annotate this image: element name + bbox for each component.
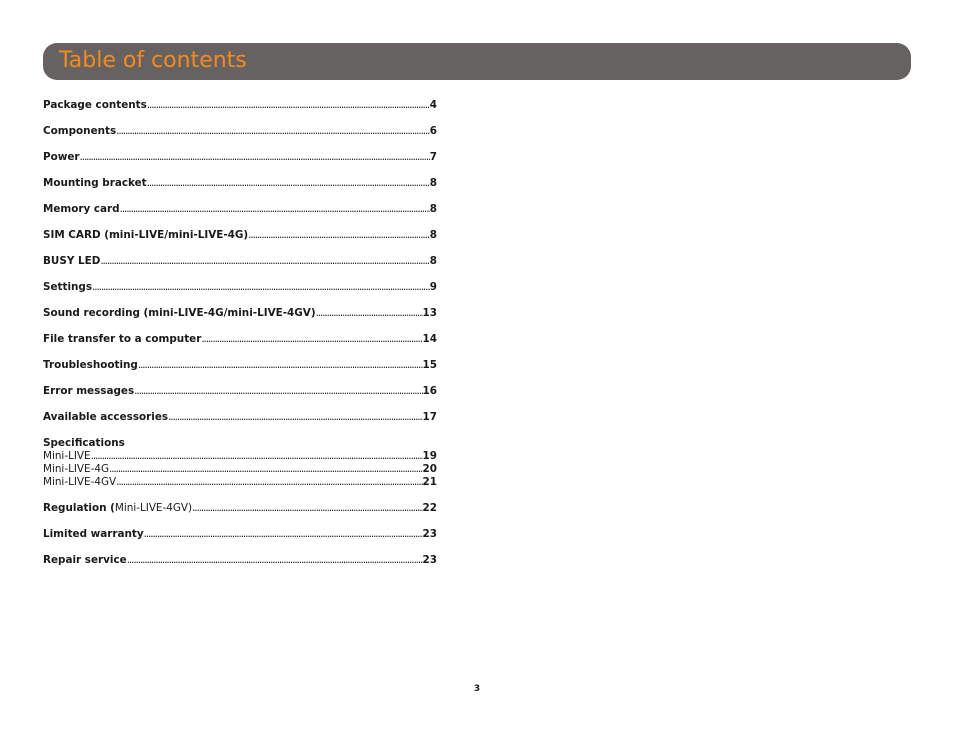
toc-entry-label: Mini-LIVE-4GV (43, 476, 117, 488)
toc-leader-dots (80, 150, 430, 164)
toc-leader-dots (201, 332, 422, 346)
toc-leader-dots (168, 410, 422, 424)
toc-heading-specifications: Specifications (43, 437, 125, 449)
page-number: 3 (473, 684, 481, 694)
toc-entry-spec-mini-live[interactable] (43, 449, 437, 463)
toc-entry-label: Mini-LIVE-4G (43, 463, 110, 475)
toc-entry-page: 8 (429, 177, 437, 189)
toc-entry-label: SIM CARD (mini-LIVE/mini-LIVE-4G) (43, 229, 249, 241)
toc-entry-mounting-bracket[interactable] (43, 176, 437, 190)
toc-entry-label: Sound recording (mini-LIVE-4G/mini-LIVE-4GV) (43, 307, 316, 319)
toc-leader-dots (138, 358, 423, 372)
toc-entry-label: Settings (43, 281, 93, 293)
toc-entry-limited-warranty[interactable] (43, 527, 437, 541)
toc-entry-regulation[interactable] (43, 501, 437, 515)
toc-entry-error-messages[interactable] (43, 384, 437, 398)
toc-entry-spec-mini-live-4g[interactable] (43, 462, 437, 476)
toc-entry-page: 20 (422, 463, 437, 475)
toc-leader-dots (120, 202, 430, 216)
toc-entry-page: 23 (422, 554, 437, 566)
toc-leader-dots (147, 176, 430, 190)
toc-entry-label: Mini-LIVE (43, 450, 91, 462)
toc-entry-label: Error messages (43, 385, 135, 397)
toc-entry-page: 13 (422, 307, 437, 319)
toc-entry-sound-recording[interactable] (43, 306, 437, 320)
toc-entry-page: 7 (429, 151, 437, 163)
page-title: Table of contents (59, 48, 247, 73)
toc-entry-settings[interactable] (43, 280, 437, 294)
toc-entry-page: 14 (422, 333, 437, 345)
toc-entry-page: 6 (429, 125, 437, 137)
toc-leader-dots (116, 124, 430, 138)
toc-leader-dots (248, 228, 430, 242)
toc-entry-page: 4 (429, 99, 437, 111)
toc-entry-label: Troubleshooting (43, 359, 138, 371)
toc-entry-page: 9 (429, 281, 437, 293)
toc-entry-label: Mounting bracket (43, 177, 147, 189)
toc-entry-sim-card[interactable] (43, 228, 437, 242)
toc-leader-dots (134, 384, 422, 398)
toc-entry-page: 15 (422, 359, 437, 371)
toc-entry-label: Limited warranty (43, 528, 144, 540)
toc-entry-label: Components (43, 125, 117, 137)
toc-entry-label: Available accessories (43, 411, 169, 423)
toc-leader-dots (192, 501, 422, 515)
toc-entry-components[interactable] (43, 124, 437, 138)
toc-entry-label: Memory card (43, 203, 120, 215)
toc-entry-repair-service[interactable] (43, 553, 437, 567)
toc-entry-spec-mini-live-4gv[interactable] (43, 475, 437, 489)
toc-entry-label: BUSY LED (43, 255, 101, 267)
toc-entry-page: 8 (429, 229, 437, 241)
toc-leader-dots (116, 475, 422, 489)
toc-entry-label-normal: Mini-LIVE-4GV) (114, 502, 193, 514)
title-bar (43, 43, 911, 80)
toc-leader-dots (144, 527, 423, 541)
toc-entry-page: 8 (429, 203, 437, 215)
toc-entry-page: 21 (422, 476, 437, 488)
toc-leader-dots (109, 462, 423, 476)
toc-entry-busy-led[interactable] (43, 254, 437, 268)
toc-entry-label: Package contents (43, 99, 147, 111)
toc-entry-page: 8 (429, 255, 437, 267)
toc-leader-dots (91, 449, 423, 463)
toc-entry-available-accessories[interactable] (43, 410, 437, 424)
toc-entry-power[interactable] (43, 150, 437, 164)
toc-entry-label: File transfer to a computer (43, 333, 202, 345)
toc-entry-label: Power (43, 151, 80, 163)
toc-entry-page: 22 (422, 502, 437, 514)
toc-entry-page: 17 (422, 411, 437, 423)
toc-entry-troubleshooting[interactable] (43, 358, 437, 372)
toc-leader-dots (127, 553, 423, 567)
toc-entry-file-transfer[interactable] (43, 332, 437, 346)
toc-entry-package-contents[interactable] (43, 98, 437, 112)
toc-leader-dots (92, 280, 430, 294)
toc-entry-label (43, 501, 192, 515)
toc-entry-page: 19 (422, 450, 437, 462)
toc-leader-dots (147, 98, 430, 112)
toc-entry-label: Repair service (43, 554, 127, 566)
toc-entry-memory-card[interactable] (43, 202, 437, 216)
toc-leader-dots (316, 306, 423, 320)
toc-leader-dots (100, 254, 429, 268)
toc-entry-page: 16 (422, 385, 437, 397)
toc-entry-label-bold: Regulation ( (43, 502, 115, 514)
toc-entry-page: 23 (422, 528, 437, 540)
